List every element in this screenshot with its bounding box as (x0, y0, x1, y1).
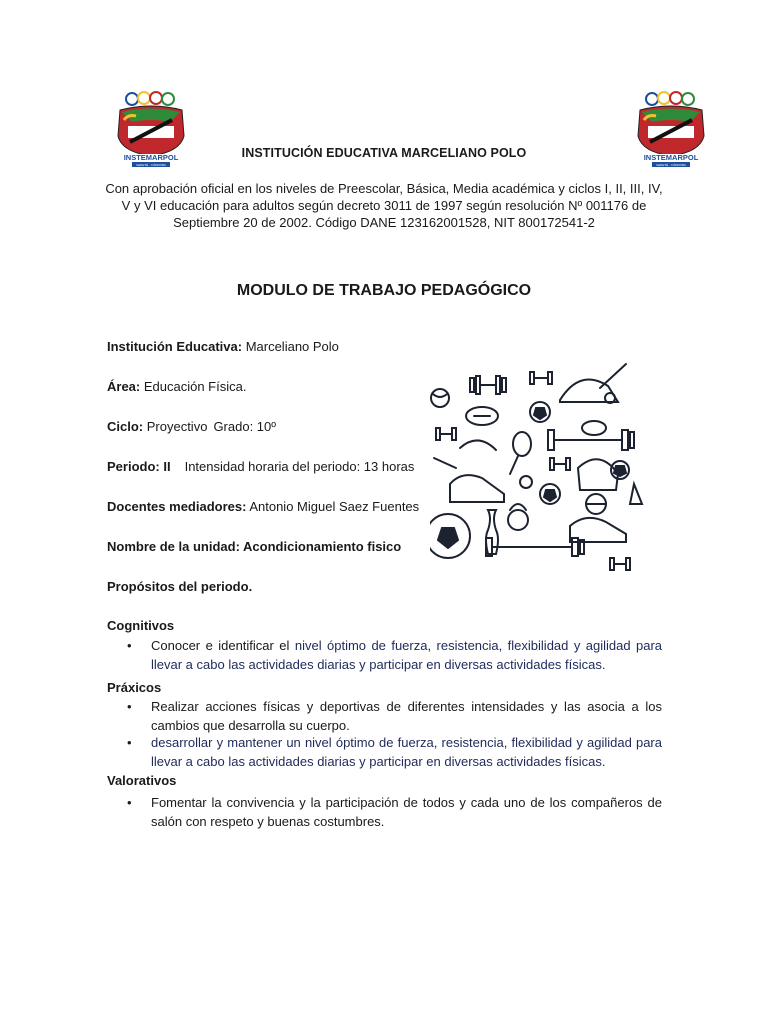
praxico-text-1: Realizar acciones físicas y deportivas de diferentes intensidades y las asocia a los cambios que desarrolla su cuerpo. (151, 699, 662, 733)
kettlebell-icon (508, 504, 528, 530)
area-label: Área: (107, 379, 141, 394)
sports-equipment-illustration (430, 358, 644, 576)
bullet-icon: • (127, 638, 132, 653)
barbell-icon (548, 430, 634, 450)
bullet-icon: • (127, 795, 132, 810)
dumbbell-icon (436, 428, 456, 440)
bullet-icon: • (127, 735, 132, 750)
field-institucion (107, 339, 339, 354)
section-cognitivos-title: Cognitivos (107, 618, 175, 633)
institucion-value: Marceliano Polo (242, 339, 339, 354)
tennis-ball-icon (520, 476, 532, 488)
propositos-label: Propósitos del periodo. (107, 579, 253, 594)
list-item (127, 697, 662, 735)
soccer-ball-icon (540, 484, 560, 504)
section-valorativos-title: Valorativos (107, 773, 177, 788)
football-icon (582, 421, 606, 435)
section-praxicos-title: Práxicos (107, 680, 162, 695)
tennis-racket-icon (510, 432, 531, 474)
hockey-stick-icon (434, 458, 456, 468)
shuttlecock-icon (630, 484, 642, 504)
unidad-label: Nombre de la unidad: Acondicionamiento fisico (107, 539, 402, 554)
logo-subtext: CERETÉ - CÓRDOBA (655, 163, 687, 167)
ciclo-value: Proyectivo (143, 419, 208, 434)
tennis-ball-icon (431, 389, 449, 407)
list-item (127, 793, 662, 831)
docentes-label: Docentes mediadores: (107, 499, 247, 514)
periodo-label: Periodo: (107, 459, 160, 474)
logo-subtext: CERETÉ - CÓRDOBA (135, 163, 167, 167)
field-unidad (107, 539, 401, 554)
list-item (127, 636, 663, 674)
institution-description: Con aprobación oficial en los niveles de Preescolar, Básica, Media académica y ciclos I, II, III, IV, V y VI educación para adultos según decreto 3011 de 1997 según resolución Nº 001176 de Septiembre 20 de 2002. Código DANE 123162001528, NIT 800172541-2 (105, 181, 663, 230)
list-item (127, 733, 662, 771)
logo-text: INSTEMARPOL (123, 153, 179, 162)
sneaker-icon (450, 475, 504, 502)
intensidad-value: Intensidad horaria del periodo: 13 horas (184, 459, 415, 474)
praxico-text-2: desarrollar y mantener un nivel óptimo de fuerza, resistencia, flexibilidad y agilidad para llevar a cabo las actividades diarias y participar en diversas actividades físicas. (151, 735, 662, 769)
soccer-ball-icon (430, 514, 470, 558)
dumbbell-icon (530, 372, 552, 384)
ciclo-label: Ciclo: (107, 419, 144, 434)
document-title: MODULO DE TRABAJO PEDAGÓGICO (236, 282, 532, 299)
field-ciclo (107, 419, 276, 434)
basketball-icon (586, 494, 606, 514)
docentes-value: Antonio Miguel Saez Fuentes (246, 499, 420, 514)
bullet-icon: • (127, 699, 132, 714)
sneaker-icon (560, 380, 618, 402)
area-value: Educación Física. (140, 379, 247, 394)
field-area (107, 379, 246, 394)
dumbbell-icon (470, 376, 506, 394)
field-docentes (107, 499, 419, 514)
logo-text: INSTEMARPOL (643, 153, 699, 162)
dumbbell-icon (550, 458, 570, 470)
field-propositos (107, 579, 252, 594)
dumbbell-icon (610, 558, 630, 570)
cognitivo-text-start: Conocer e identificar el (151, 638, 295, 653)
football-icon (466, 407, 498, 425)
skipping-rope-icon (460, 440, 496, 450)
grado-value: Grado: 10º (213, 419, 276, 434)
institution-title: INSTITUCIÓN EDUCATIVA MARCELIANO POLO (241, 146, 527, 160)
institucion-label: Institución Educativa: (107, 339, 243, 354)
cognitivo-text-end: nivel óptimo de fuerza, resistencia, flexibilidad y agilidad para llevar a cabo las actividades diarias y participar en diversas actividades físicas. (151, 638, 663, 672)
valorativo-text-1: Fomentar la convivencia y la participación de todos y cada uno de los compañeros de salón con respeto y buenas costumbres. (151, 795, 662, 829)
periodo-value: II (159, 459, 171, 474)
soccer-ball-icon (530, 402, 550, 422)
field-periodo (107, 459, 414, 474)
